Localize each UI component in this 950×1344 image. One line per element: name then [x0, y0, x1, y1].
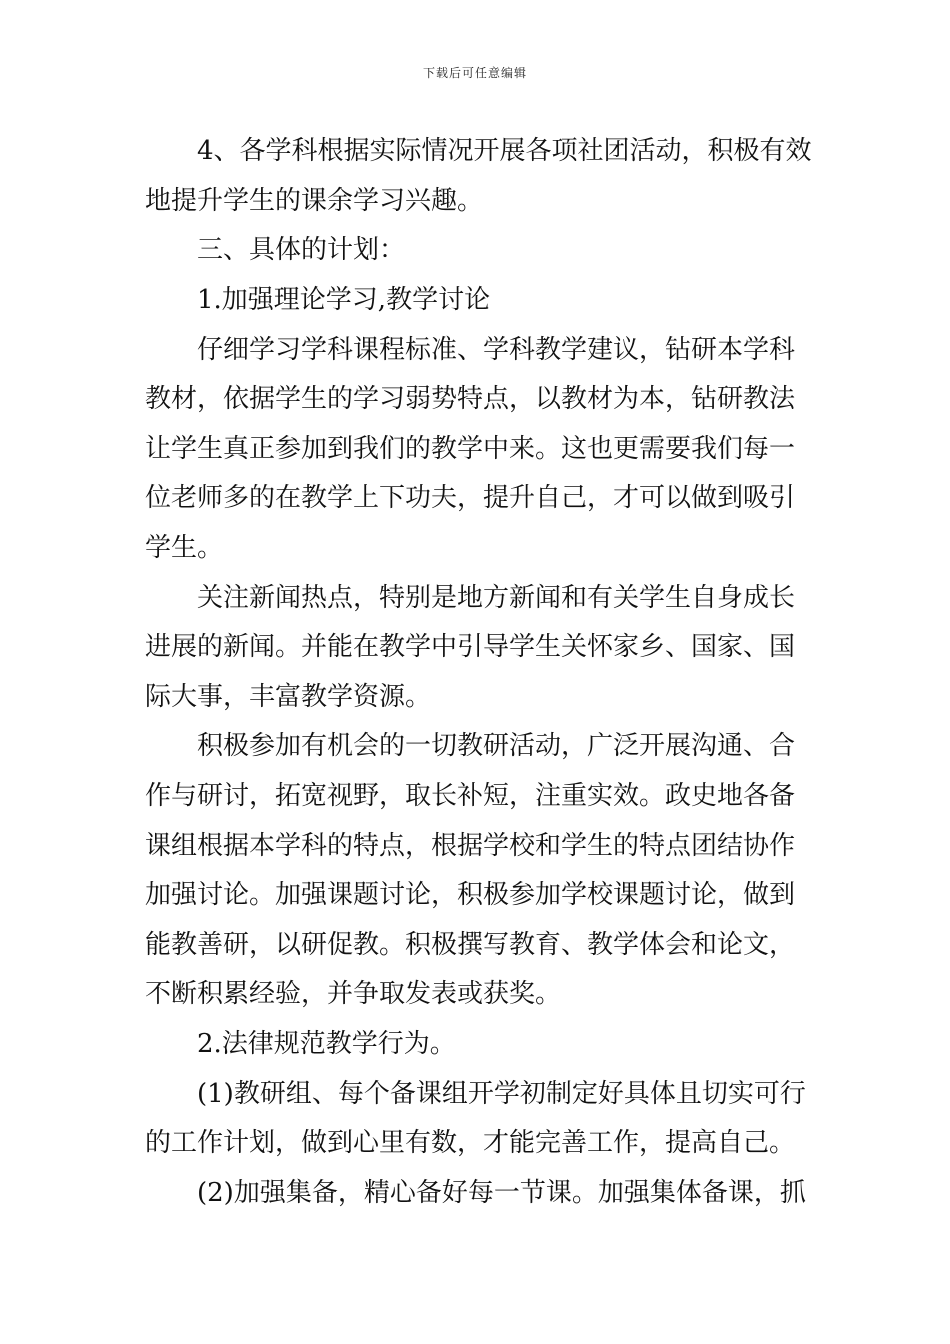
- text-line: 不断积累经验，并争取发表或获奖。: [145, 979, 562, 1009]
- text-line: (2)加强集备，精心备好每一节课。加强集体备课，抓: [197, 1178, 806, 1208]
- text-line: 让学生真正参加到我们的教学中来。这也更需要我们每一: [145, 434, 796, 464]
- text-line: 进展的新闻。并能在教学中引导学生关怀家乡、国家、国: [145, 632, 796, 662]
- text-line: 加强讨论。加强课题讨论，积极参加学校课题讨论，做到: [145, 880, 796, 910]
- text-line: 关注新闻热点，特别是地方新闻和有关学生自身成长: [197, 583, 796, 613]
- text-line: 作与研讨，拓宽视野，取长补短，注重实效。政史地各备: [145, 781, 796, 811]
- text-line: 学生。: [145, 533, 224, 563]
- subsection-heading: 2.法律规范教学行为。: [197, 1029, 456, 1059]
- section-heading: 三、具体的计划：: [197, 235, 406, 265]
- text-line: 积极参加有机会的一切教研活动，广泛开展沟通、合: [197, 731, 796, 761]
- text-line: 的工作计划，做到心里有数，才能完善工作，提高自己。: [145, 1128, 796, 1158]
- text-line: 能教善研，以研促教。积极撰写教育、教学体会和论文，: [145, 930, 796, 960]
- text-line: 课组根据本学科的特点，根据学校和学生的特点团结协作: [145, 831, 796, 861]
- text-line: 仔细学习学科课程标准、学科教学建议，钻研本学科: [197, 335, 796, 365]
- text-line: 地提升学生的课余学习兴趣。: [145, 186, 484, 216]
- page-header: 下载后可任意编辑: [422, 66, 527, 80]
- text-line: 4、各学科根据实际情况开展各项社团活动，积极有效: [197, 136, 812, 166]
- subsection-heading: 1.加强理论学习,教学讨论: [197, 285, 491, 315]
- text-line: 位老师多的在教学上下功夫，提升自己，才可以做到吸引: [145, 483, 796, 513]
- text-line: (1)教研组、每个备课组开学初制定好具体且切实可行: [197, 1079, 806, 1109]
- text-line: 际大事，丰富教学资源。: [145, 682, 432, 712]
- text-line: 教材，依据学生的学习弱势特点，以教材为本，钻研教法: [145, 384, 796, 414]
